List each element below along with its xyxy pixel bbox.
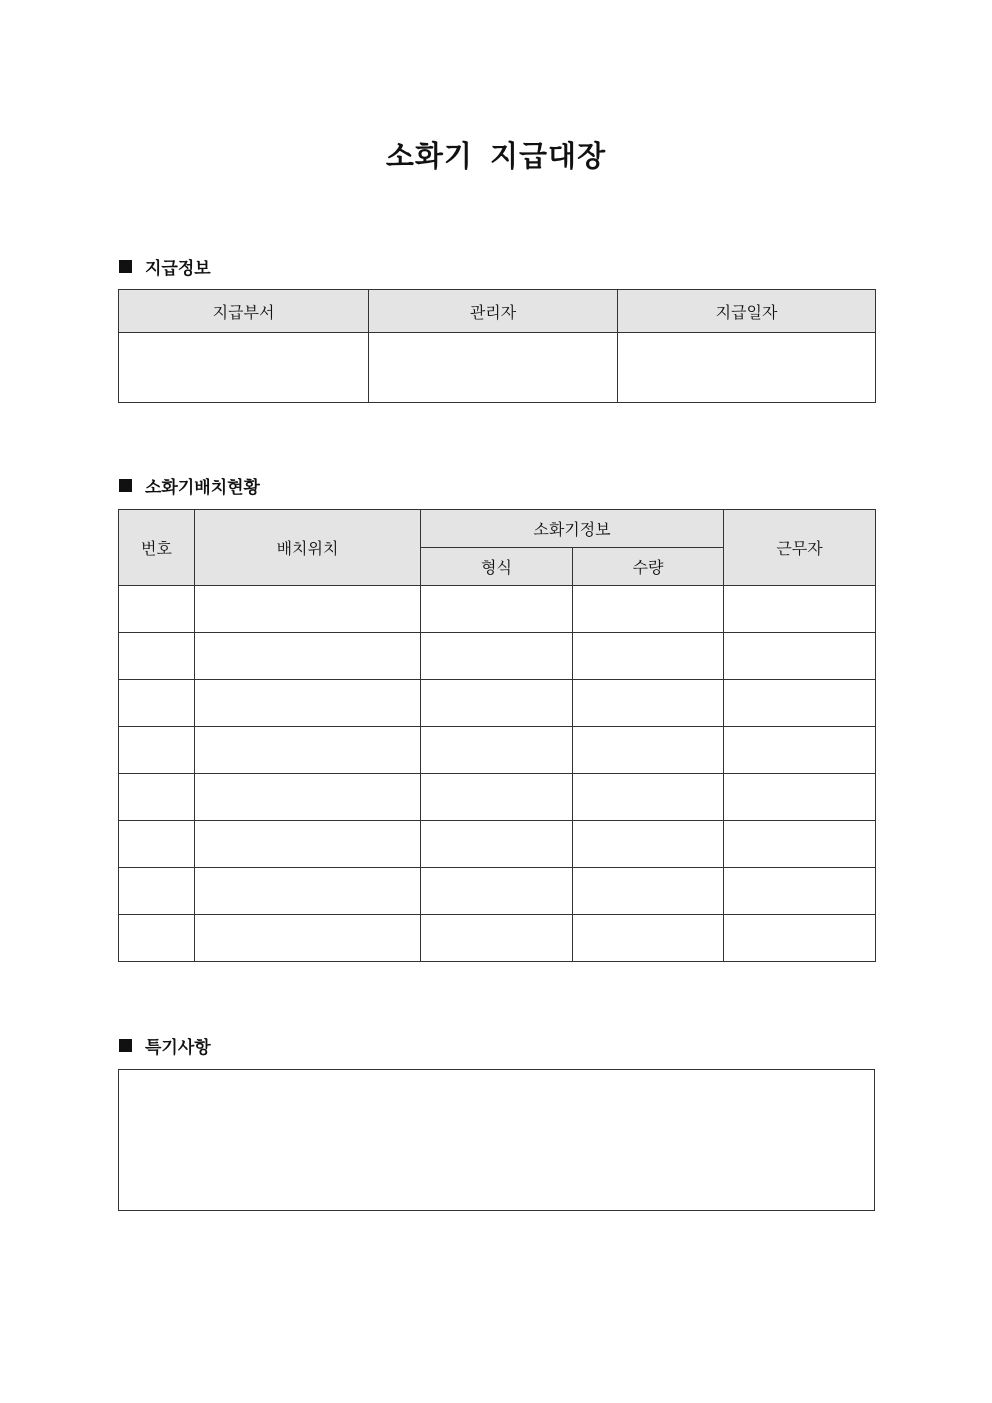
header-supply-date: 지급일자 xyxy=(618,290,876,333)
square-bullet-icon xyxy=(119,260,132,273)
cell-type[interactable] xyxy=(421,915,573,962)
table-row xyxy=(119,868,876,915)
cell-location[interactable] xyxy=(195,821,421,868)
cell-type[interactable] xyxy=(421,727,573,774)
cell-supply-date[interactable] xyxy=(618,333,876,403)
supply-info-table xyxy=(118,289,876,403)
cell-quantity[interactable] xyxy=(573,915,724,962)
square-bullet-icon xyxy=(119,479,132,492)
cell-location[interactable] xyxy=(195,774,421,821)
cell-worker[interactable] xyxy=(724,680,876,727)
cell-number[interactable] xyxy=(119,727,195,774)
header-worker: 근무자 xyxy=(724,510,876,586)
cell-number[interactable] xyxy=(119,821,195,868)
cell-location[interactable] xyxy=(195,727,421,774)
cell-quantity[interactable] xyxy=(573,727,724,774)
cell-worker[interactable] xyxy=(724,868,876,915)
cell-quantity[interactable] xyxy=(573,586,724,633)
header-extinguisher-info: 소화기정보 xyxy=(421,510,724,548)
cell-location[interactable] xyxy=(195,586,421,633)
table-row xyxy=(119,727,876,774)
header-quantity: 수량 xyxy=(573,548,724,586)
cell-worker[interactable] xyxy=(724,586,876,633)
cell-number[interactable] xyxy=(119,868,195,915)
cell-worker[interactable] xyxy=(724,727,876,774)
cell-type[interactable] xyxy=(421,633,573,680)
cell-worker[interactable] xyxy=(724,774,876,821)
cell-type[interactable] xyxy=(421,821,573,868)
table-row xyxy=(119,586,876,633)
page-title: 소화기 지급대장 xyxy=(385,139,607,173)
cell-quantity[interactable] xyxy=(573,821,724,868)
cell-quantity[interactable] xyxy=(573,680,724,727)
cell-quantity[interactable] xyxy=(573,868,724,915)
cell-type[interactable] xyxy=(421,586,573,633)
cell-quantity[interactable] xyxy=(573,774,724,821)
placement-table xyxy=(118,509,876,962)
cell-worker[interactable] xyxy=(724,821,876,868)
square-bullet-icon xyxy=(119,1039,132,1052)
cell-location[interactable] xyxy=(195,680,421,727)
table-header-row xyxy=(119,510,876,548)
section-heading-label: 특기사항 xyxy=(145,1038,211,1058)
table-row xyxy=(119,633,876,680)
cell-number[interactable] xyxy=(119,774,195,821)
cell-quantity[interactable] xyxy=(573,633,724,680)
table-header-row xyxy=(119,290,876,333)
cell-department[interactable] xyxy=(119,333,369,403)
cell-number[interactable] xyxy=(119,586,195,633)
section-heading-label: 소화기배치현황 xyxy=(145,478,260,498)
section-heading-supply-info xyxy=(119,254,211,279)
cell-type[interactable] xyxy=(421,680,573,727)
cell-worker[interactable] xyxy=(724,633,876,680)
cell-worker[interactable] xyxy=(724,915,876,962)
table-row xyxy=(119,915,876,962)
cell-type[interactable] xyxy=(421,774,573,821)
cell-location[interactable] xyxy=(195,915,421,962)
table-row xyxy=(119,821,876,868)
cell-number[interactable] xyxy=(119,915,195,962)
section-heading-placement xyxy=(119,473,260,498)
cell-number[interactable] xyxy=(119,680,195,727)
header-department: 지급부서 xyxy=(119,290,369,333)
section-heading-notes xyxy=(119,1033,211,1058)
cell-type[interactable] xyxy=(421,868,573,915)
cell-manager[interactable] xyxy=(369,333,618,403)
header-manager: 관리자 xyxy=(369,290,618,333)
table-row xyxy=(119,333,876,403)
cell-number[interactable] xyxy=(119,633,195,680)
cell-location[interactable] xyxy=(195,868,421,915)
table-row xyxy=(119,774,876,821)
header-type: 형식 xyxy=(421,548,573,586)
cell-location[interactable] xyxy=(195,633,421,680)
section-heading-label: 지급정보 xyxy=(145,259,211,279)
notes-box[interactable] xyxy=(118,1069,875,1211)
header-number: 번호 xyxy=(119,510,195,586)
header-location: 배치위치 xyxy=(195,510,421,586)
placement-table-body xyxy=(119,586,876,962)
table-row xyxy=(119,680,876,727)
